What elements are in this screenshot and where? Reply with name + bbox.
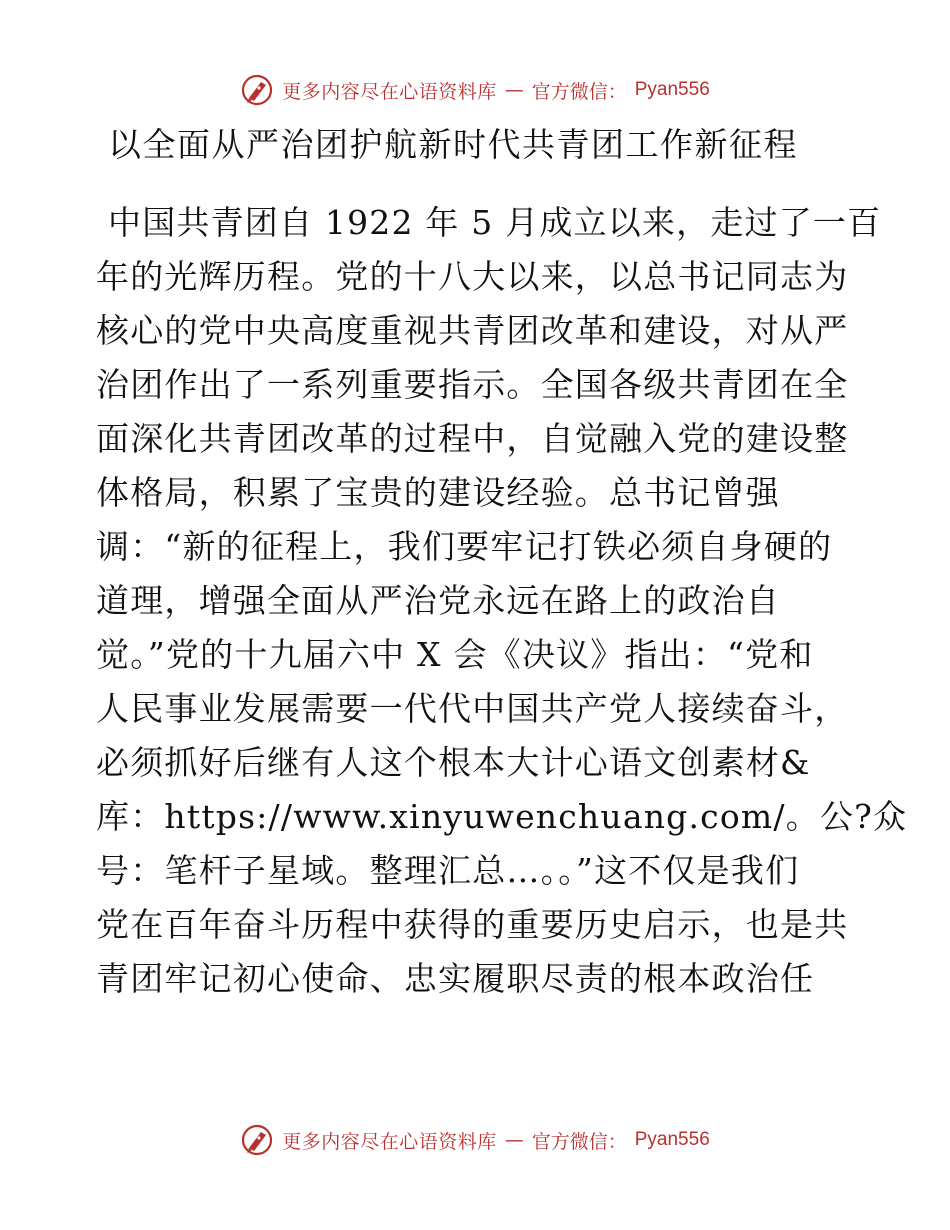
body-line: 党在百年奋斗历程中获得的重要历史启示，也是共 <box>96 905 849 944</box>
body-line: 人民事业发展需要一代代中国共产党人接续奋斗， <box>96 689 849 728</box>
pen-nib-logo-icon <box>240 73 274 107</box>
body-line: 青团牢记初心使命、忠实履职尽责的根本政治任 <box>96 959 815 998</box>
banner-wechat-id: Pyan556 <box>634 1129 710 1150</box>
body-line-url: 库：https://www.xinyuwenchuang.com/。公?众 <box>96 797 908 836</box>
banner-wechat-id: Pyan556 <box>634 79 710 100</box>
footer-banner <box>0 1118 950 1162</box>
banner-dash: — <box>504 1129 524 1151</box>
body-line: 核心的党中央高度重视共青团改革和建设，对从严 <box>96 311 849 350</box>
banner-wechat-label: 官方微信： <box>531 80 627 103</box>
body-line: 年的光辉历程。党的十八大以来，以总书记同志为 <box>96 257 849 296</box>
pen-nib-logo-icon <box>240 1123 274 1157</box>
body-line: 必须抓好后继有人这个根本大计心语文创素材& <box>96 743 811 782</box>
banner-wechat-label: 官方微信： <box>531 1130 627 1153</box>
body-line: 面深化共青团改革的过程中，自觉融入党的建设整 <box>96 419 849 458</box>
body-line: 治团作出了一系列重要指示。全国各级共青团在全 <box>96 365 849 404</box>
document-body <box>96 196 908 1006</box>
header-banner <box>0 68 950 112</box>
body-line: 调：“新的征程上，我们要牢记打铁必须自身硬的 <box>96 527 833 566</box>
banner-text: 更多内容尽在心语资料库 <box>282 1130 497 1153</box>
body-line: 体格局，积累了宝贵的建设经验。总书记曾强 <box>96 473 780 512</box>
body-line: 道理，增强全面从严治党永远在路上的政治自 <box>96 581 780 620</box>
document-title: 以全面从严治团护航新时代共青团工作新征程 <box>108 125 798 164</box>
body-line: 觉。”党的十九届六中 X 会《决议》指出：“党和 <box>96 635 814 674</box>
banner-dash: — <box>504 79 524 101</box>
body-line: 中国共青团自 1922 年 5 月成立以来，走过了一百 <box>108 203 882 242</box>
body-line: 号：笔杆子星域。整理汇总…。。”这不仅是我们 <box>96 851 800 890</box>
banner-text: 更多内容尽在心语资料库 <box>282 80 497 103</box>
